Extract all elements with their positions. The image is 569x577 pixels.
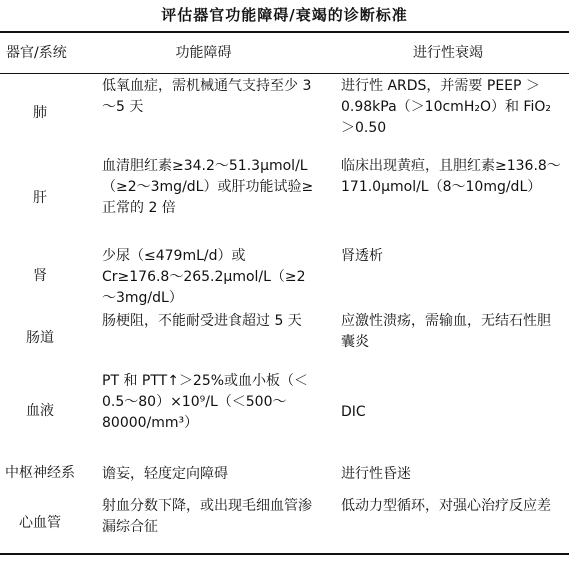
organ-cell: 中枢神经系 [5,465,75,481]
table-row [0,454,569,494]
failure-cell: 进行性 ARDS，并需要 PEEP ＞0.98kPa（＞10cmH₂O）和 FiO₂＞0.50 [341,78,551,136]
table-row [0,154,569,244]
failure-cell: 应激性溃疡，需输血，无结石性胆囊炎 [341,312,551,350]
header-failure: 进行性衰竭 [413,44,483,61]
dysfunction-cell: 少尿（≤479mL/d）或 Cr≥176.8～265.2μmol/L（≥2～3mg/dL） [102,247,306,306]
dysfunction-cell: 谵妄，轻度定向障碍 [102,466,228,482]
table-row [0,309,569,369]
dysfunction-cell: PT 和 PTT↑＞25%或血小板（＜0.5～80）×10⁹/L（＜500～80000/mm³） [102,372,309,431]
dysfunction-cell: 肠梗阻，不能耐受进食超过 5 天 [102,312,302,329]
table-row [0,74,569,154]
dysfunction-cell: 低氧血症，需机械通气支持至少 3～5 天 [102,78,312,115]
failure-cell: 进行性昏迷 [341,466,411,482]
dysfunction-cell: 射血分数下降，或出现毛细血管渗漏综合征 [102,497,312,535]
table-row [0,369,569,454]
organ-cell: 血液 [26,402,54,419]
failure-cell: 肾透析 [341,247,383,264]
failure-cell: 临床出现黄疸，且胆红素≥136.8～171.0μmol/L（8～10mg/dL） [341,157,561,195]
table-row [0,244,569,309]
organ-cell: 肠道 [26,330,54,346]
header-dysfunction: 功能障碍 [175,44,232,61]
organ-cell: 肺 [33,105,47,122]
header-row [0,32,569,74]
organ-cell: 肾 [33,267,47,284]
organ-cell: 心血管 [19,514,61,531]
diagnostic-criteria-table [0,31,569,555]
failure-cell: 低动力型循环，对强心治疗反应差 [341,497,551,514]
dysfunction-cell: 血清胆红素≥34.2～51.3μmol/L（≥2～3mg/dL）或肝功能试验≥正常的 2 倍 [102,157,314,216]
organ-cell: 肝 [33,190,47,206]
header-organ: 器官/系统 [6,44,67,61]
table-title: 评估器官功能障碍/衰竭的诊断标准 [161,6,408,24]
failure-cell: DIC [341,403,366,420]
table-row [0,494,569,554]
